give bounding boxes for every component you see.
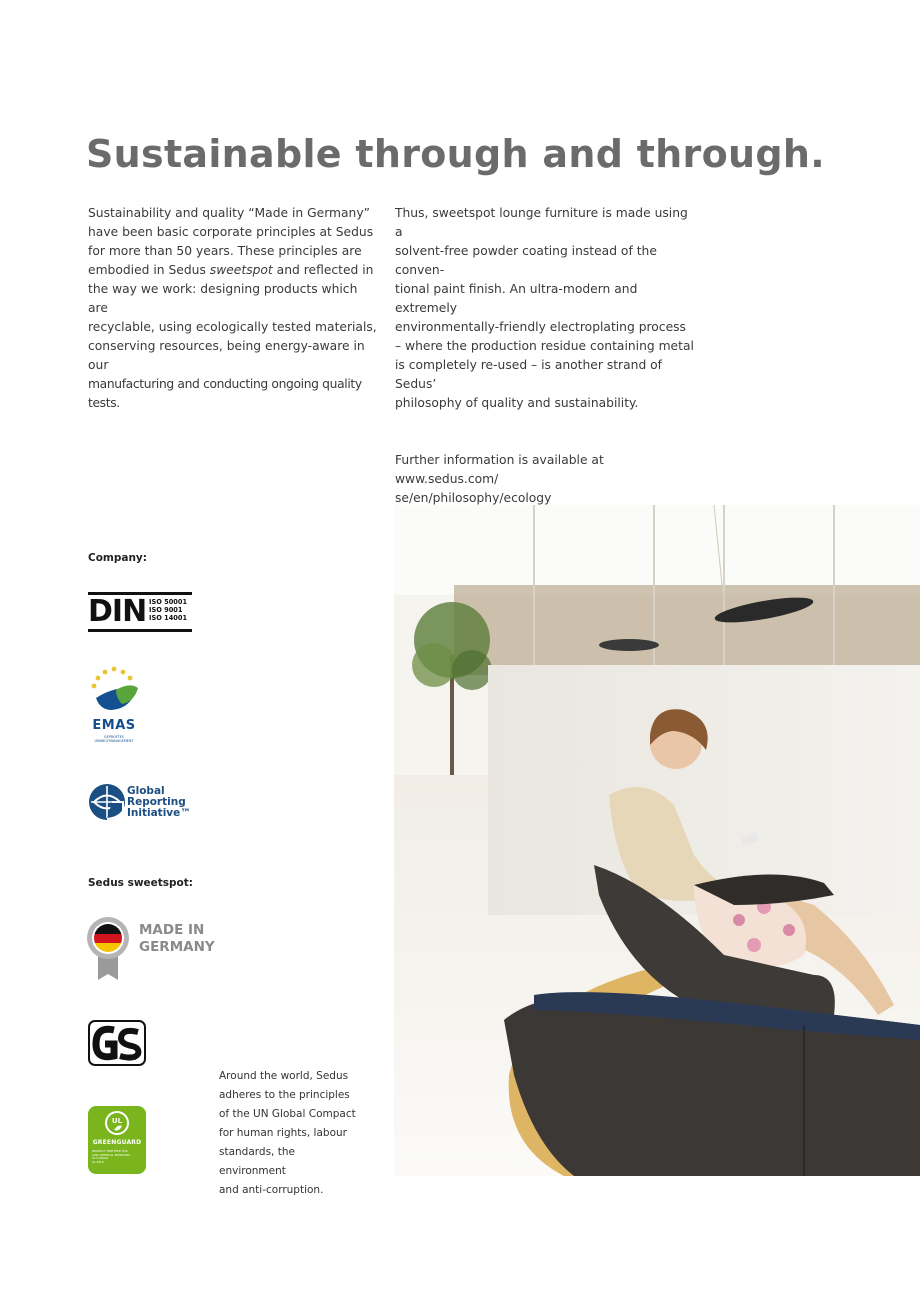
iso-list xyxy=(149,598,187,622)
gri-wordmark xyxy=(127,786,191,819)
emas-logo xyxy=(86,664,142,748)
text-line: is completely re-used – is another strand of Sedus’ xyxy=(395,358,663,391)
gs-subtitle xyxy=(121,1054,136,1061)
gs-safety-icon xyxy=(88,1020,146,1066)
text-line: have been basic corporate principles at Sedus xyxy=(88,225,374,239)
emas-word: EMAS xyxy=(92,718,136,733)
greenguard-word: GREENGUARD xyxy=(92,1139,142,1146)
text-line: and anti-corruption. xyxy=(219,1184,324,1196)
iso-item: ISO 14001 xyxy=(149,614,188,622)
gg-sub-line: UL 2818 xyxy=(92,1159,104,1164)
din-word: DIN xyxy=(88,594,147,629)
greenguard-badge xyxy=(88,1106,146,1174)
gs-mark xyxy=(88,1020,146,1066)
text-segment: embodied in Sedus xyxy=(88,263,210,277)
iso-item: ISO 50001 xyxy=(149,598,188,606)
gg-sub-line: PRODUCT CERTIFIED FOR xyxy=(92,1149,128,1153)
text-line: conserving resources, being energy-aware in our xyxy=(88,339,365,372)
text-line: Around the world, Sedus xyxy=(219,1070,349,1082)
page-title: Sustainable through and through. xyxy=(86,132,825,176)
gs-sub-line: Sicherheit xyxy=(121,1056,137,1061)
sweetspot-label: Sedus sweetspot: xyxy=(88,877,193,889)
emas-stars-leaf-icon xyxy=(86,664,142,718)
gri-line: Global xyxy=(127,785,165,797)
text-line: solvent-free powder coating instead of the conven- xyxy=(395,244,657,277)
gri-line: Reporting xyxy=(127,796,186,808)
wood-wall xyxy=(454,585,920,675)
intro-column-left xyxy=(88,204,378,413)
gri-line: Initiative™ xyxy=(127,807,191,819)
text-line: adheres to the principles xyxy=(219,1089,350,1101)
ul-leaf-icon xyxy=(88,1106,146,1140)
gri-logo xyxy=(88,782,191,822)
un-global-compact-note xyxy=(219,1067,359,1200)
text-line: of the UN Global Compact xyxy=(219,1108,356,1120)
emas-sub-line: GEPRÜFTES xyxy=(104,735,124,739)
made-in-germany-text xyxy=(139,922,215,956)
gg-sub-line: LOW CHEMICAL EMISSIONS xyxy=(92,1152,131,1157)
text-line: philosophy of quality and sustainability. xyxy=(395,396,639,410)
gs-sub-line: geprüfte xyxy=(121,1053,134,1057)
mig-line: GERMANY xyxy=(139,939,215,955)
made-in-germany-badge xyxy=(86,916,216,982)
din-iso-logo xyxy=(88,592,192,632)
emas-subtitle xyxy=(86,735,142,743)
text-line: recyclable, using ecologically tested materials, xyxy=(88,320,377,334)
text-line: manufacturing and conducting ongoing quality tests. xyxy=(88,377,362,410)
iso-item: ISO 9001 xyxy=(149,606,183,614)
greenguard-subtitle xyxy=(92,1150,142,1164)
text-line xyxy=(88,261,378,280)
lounge-chair-front xyxy=(504,992,920,1176)
text-line: the way we work: designing products which are xyxy=(88,282,358,315)
emas-sub-line: UMWELTMANAGEMENT xyxy=(94,739,134,743)
text-line: for more than 50 years. These principles are xyxy=(88,244,362,258)
text-line: standards, the environment xyxy=(219,1146,295,1177)
company-label: Company: xyxy=(88,552,147,564)
text-line: for human rights, labour xyxy=(219,1127,347,1139)
intro-column-right xyxy=(395,204,695,508)
german-flag-rosette-icon xyxy=(86,916,134,982)
din-rule-bottom xyxy=(88,629,192,632)
ceiling xyxy=(394,505,920,595)
pendant-lamp xyxy=(599,639,659,651)
text-line: Thus, sweetspot lounge furniture is made using a xyxy=(395,206,688,239)
globe-icon xyxy=(88,783,126,821)
text-line: tional paint finish. An ultra-modern and extremely xyxy=(395,282,638,315)
further-info xyxy=(395,451,695,508)
further-info-line: Further information is available at www.sedus.com/ xyxy=(395,453,604,486)
further-info-link[interactable]: se/en/philosophy/ecology xyxy=(395,491,552,505)
lounge-photo xyxy=(394,505,920,1176)
text-line: Sustainability and quality “Made in Germany” xyxy=(88,206,370,220)
mig-line: MADE IN xyxy=(139,922,205,938)
ul-mark: UL xyxy=(111,1117,123,1125)
gg-sub-line: UL.COM/GG xyxy=(92,1156,109,1161)
text-line: environmentally-friendly electroplating process xyxy=(395,320,686,334)
text-line: – where the production residue containing metal xyxy=(395,339,694,353)
product-name: sweetspot xyxy=(209,263,273,277)
text-segment: and reflected in xyxy=(272,263,374,277)
